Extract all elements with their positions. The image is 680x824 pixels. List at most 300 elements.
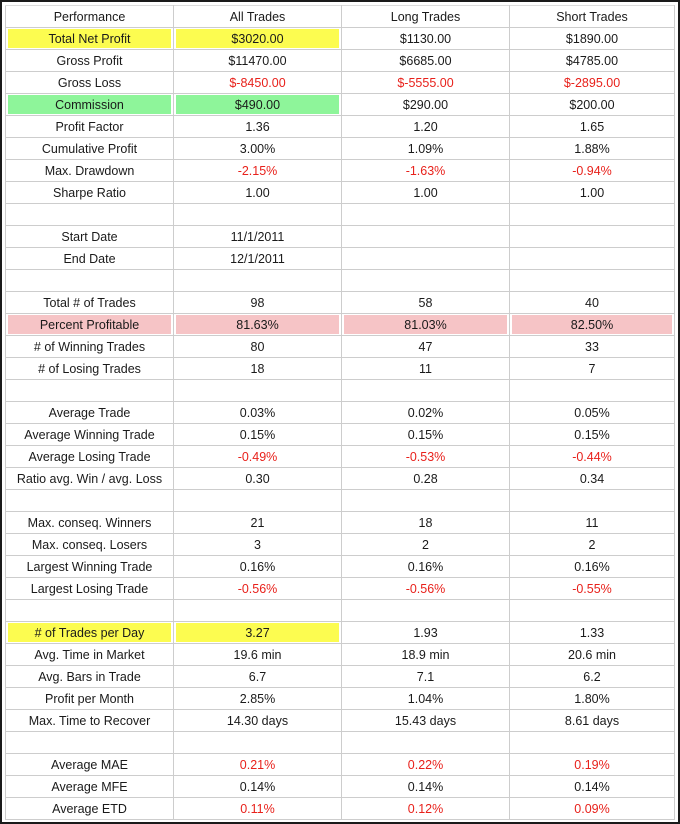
long-trades-value: [342, 776, 510, 798]
all-trades-value: [174, 182, 342, 204]
metric-label: [6, 248, 174, 270]
table-body: [6, 28, 675, 820]
long-trades-value-text: 0.16%: [407, 559, 444, 574]
metric-label-text: Gross Loss: [57, 75, 122, 90]
short-trades-value-text: 40: [585, 295, 599, 310]
metric-label-text: # of Losing Trades: [38, 361, 141, 376]
long-trades-value-text: 1.20: [413, 119, 438, 134]
metric-label-text: Max. conseq. Losers: [31, 537, 148, 552]
all-trades-value-text: 80: [250, 339, 265, 354]
short-trades-value: [510, 358, 675, 380]
table-row: [6, 424, 675, 446]
short-trades-value: [510, 314, 675, 336]
short-trades-value: [510, 600, 675, 622]
metric-label: [6, 710, 174, 732]
short-trades-value-text: 1.00: [579, 185, 605, 200]
all-trades-value: [174, 270, 342, 292]
all-trades-value-text: $3020.00: [231, 31, 284, 46]
table-row: [6, 116, 675, 138]
long-trades-value-text: 0.14%: [407, 779, 444, 794]
short-trades-value-text: 0.09%: [574, 801, 610, 816]
all-trades-value: [174, 424, 342, 446]
table-row: [6, 160, 675, 182]
long-trades-value-text: 1.04%: [407, 691, 444, 706]
long-trades-value: [342, 248, 510, 270]
all-trades-value-text: 81.63%: [236, 317, 279, 332]
long-trades-value-text: 11: [419, 361, 432, 376]
metric-label: [6, 578, 174, 600]
table-row: [6, 138, 675, 160]
short-trades-value-text: 7: [588, 361, 596, 376]
metric-label-text: End Date: [63, 251, 116, 266]
metric-label: [6, 666, 174, 688]
short-trades-value-text: $1890.00: [565, 31, 619, 46]
all-trades-value: [174, 512, 342, 534]
column-header-performance[interactable]: Performance: [6, 6, 174, 28]
metric-label: [6, 226, 174, 248]
metric-label: [6, 380, 174, 402]
long-trades-value: [342, 644, 510, 666]
metric-label-text: Max. Drawdown: [44, 163, 135, 178]
all-trades-value-text: 6.7: [248, 669, 267, 684]
metric-label-text: Percent Profitable: [39, 317, 140, 332]
long-trades-value: [342, 468, 510, 490]
metric-label-text: Average Trade: [48, 405, 131, 420]
short-trades-value: [510, 710, 675, 732]
long-trades-value: [342, 446, 510, 468]
column-header-short-trades[interactable]: Short Trades: [510, 6, 675, 28]
long-trades-value: [342, 512, 510, 534]
table-row: [6, 446, 675, 468]
table-row: [6, 50, 675, 72]
short-trades-value-text: -0.44%: [572, 449, 612, 464]
all-trades-value: [174, 732, 342, 754]
short-trades-value: [510, 490, 675, 512]
table-row: [6, 336, 675, 358]
short-trades-value: [510, 578, 675, 600]
long-trades-value-text: 18.9 min: [401, 647, 450, 662]
metric-label: [6, 28, 174, 50]
all-trades-value-text: 18: [250, 361, 265, 376]
long-trades-value: [342, 666, 510, 688]
metric-label: [6, 732, 174, 754]
all-trades-value: [174, 446, 342, 468]
metric-label-text: # of Trades per Day: [34, 625, 145, 640]
metric-label: [6, 50, 174, 72]
all-trades-value-text: -2.15%: [237, 163, 278, 178]
metric-label-text: Average Winning Trade: [24, 427, 155, 442]
metric-label: [6, 754, 174, 776]
short-trades-value: [510, 248, 675, 270]
short-trades-value: [510, 72, 675, 94]
short-trades-value-text: 0.34: [579, 471, 605, 486]
metric-label: [6, 336, 174, 358]
metric-label-text: Avg. Time in Market: [34, 647, 145, 662]
table-row: [6, 72, 675, 94]
short-trades-value-text: 20.6 min: [568, 647, 616, 662]
long-trades-value-text: 58: [418, 295, 433, 310]
long-trades-value-text: 2: [422, 537, 429, 552]
metric-label-text: Start Date: [61, 229, 118, 244]
all-trades-value: [174, 622, 342, 644]
long-trades-value: [342, 314, 510, 336]
metric-label: [6, 314, 174, 336]
metric-label: [6, 534, 174, 556]
all-trades-value: [174, 644, 342, 666]
long-trades-value: [342, 270, 510, 292]
long-trades-value: [342, 622, 510, 644]
all-trades-value-text: 3: [254, 537, 261, 552]
short-trades-value: [510, 336, 675, 358]
all-trades-value: [174, 336, 342, 358]
all-trades-value-text: 21: [250, 515, 265, 530]
table-row: [6, 732, 675, 754]
short-trades-value: [510, 226, 675, 248]
long-trades-value: [342, 226, 510, 248]
long-trades-value-text: -1.63%: [405, 163, 446, 178]
metric-label-text: # of Winning Trades: [33, 339, 146, 354]
short-trades-value: [510, 666, 675, 688]
short-trades-value: [510, 534, 675, 556]
all-trades-value: [174, 556, 342, 578]
short-trades-value-text: 33: [585, 339, 599, 354]
short-trades-value-text: 0.19%: [574, 757, 610, 772]
all-trades-value: [174, 776, 342, 798]
all-trades-value-text: 14.30 days: [226, 713, 289, 728]
table-row: [6, 578, 675, 600]
metric-label: [6, 622, 174, 644]
all-trades-value: [174, 72, 342, 94]
all-trades-value-text: 2.85%: [239, 691, 276, 706]
long-trades-value: [342, 380, 510, 402]
long-trades-value: [342, 600, 510, 622]
table-row: [6, 754, 675, 776]
table-header-row: [6, 6, 675, 28]
table-row: [6, 182, 675, 204]
long-trades-value: [342, 292, 510, 314]
long-trades-value: [342, 160, 510, 182]
long-trades-value-text: $6685.00: [399, 53, 452, 68]
short-trades-value: [510, 182, 675, 204]
table-row: [6, 710, 675, 732]
all-trades-value-text: 3.27: [245, 625, 270, 640]
long-trades-value: [342, 798, 510, 820]
short-trades-value-text: 2: [588, 537, 596, 552]
all-trades-value-text: $-8450.00: [229, 75, 286, 90]
metric-label: [6, 182, 174, 204]
short-trades-value-text: $-2895.00: [563, 75, 621, 90]
short-trades-value-text: 0.05%: [574, 405, 610, 420]
metric-label: [6, 138, 174, 160]
long-trades-value: [342, 182, 510, 204]
column-header-long-trades[interactable]: Long Trades: [342, 6, 510, 28]
short-trades-value: [510, 94, 675, 116]
metric-label-text: Gross Profit: [56, 53, 123, 68]
all-trades-value-text: 0.03%: [239, 405, 276, 420]
all-trades-value-text: 0.16%: [239, 559, 276, 574]
all-trades-value: [174, 710, 342, 732]
metric-label: [6, 292, 174, 314]
long-trades-value-text: -0.53%: [405, 449, 446, 464]
long-trades-value-text: $1130.00: [399, 31, 452, 46]
metric-label-text: Sharpe Ratio: [53, 185, 126, 200]
table-row: [6, 600, 675, 622]
long-trades-value-text: 7.1: [416, 669, 435, 684]
long-trades-value-text: 1.09%: [407, 141, 444, 156]
metric-label-text: Total Net Profit: [48, 31, 131, 46]
metric-label-text: Total # of Trades: [43, 295, 136, 310]
long-trades-value: [342, 358, 510, 380]
metric-label-text: Profit per Month: [45, 691, 134, 706]
table-row: [6, 226, 675, 248]
all-trades-value-text: 11/1/2011: [230, 229, 285, 244]
metric-label: [6, 94, 174, 116]
long-trades-value-text: 1.93: [413, 625, 438, 640]
long-trades-value: [342, 138, 510, 160]
all-trades-value: [174, 666, 342, 688]
metric-label: [6, 72, 174, 94]
table-row: [6, 248, 675, 270]
long-trades-value-text: 0.12%: [407, 801, 444, 816]
table-row: [6, 622, 675, 644]
metric-label-text: Cumulative Profit: [41, 141, 138, 156]
long-trades-value: [342, 336, 510, 358]
table-row: [6, 644, 675, 666]
table-row: [6, 402, 675, 424]
short-trades-value: [510, 688, 675, 710]
all-trades-value: [174, 688, 342, 710]
short-trades-value-text: 6.2: [583, 669, 601, 684]
all-trades-value-text: 0.30: [245, 471, 270, 486]
all-trades-value-text: 0.15%: [239, 427, 276, 442]
all-trades-value: [174, 490, 342, 512]
long-trades-value: [342, 578, 510, 600]
short-trades-value: [510, 644, 675, 666]
all-trades-value: [174, 248, 342, 270]
short-trades-value-text: 1.33: [579, 625, 605, 640]
long-trades-value-text: 18: [418, 515, 433, 530]
long-trades-value-text: 1.00: [413, 185, 438, 200]
metric-label-text: Max. Time to Recover: [28, 713, 151, 728]
metric-label: [6, 402, 174, 424]
metric-label-text: Average MAE: [51, 757, 128, 772]
short-trades-value: [510, 292, 675, 314]
all-trades-value-text: 0.14%: [239, 779, 276, 794]
all-trades-value: [174, 116, 342, 138]
short-trades-value-text: 8.61 days: [564, 713, 620, 728]
short-trades-value: [510, 622, 675, 644]
long-trades-value: [342, 732, 510, 754]
all-trades-value: [174, 600, 342, 622]
all-trades-value: [174, 754, 342, 776]
table-row: [6, 688, 675, 710]
metric-label-text: Profit Factor: [55, 119, 124, 134]
table-row: [6, 534, 675, 556]
all-trades-value-text: -0.49%: [237, 449, 278, 464]
all-trades-value: [174, 358, 342, 380]
metric-label: [6, 688, 174, 710]
short-trades-value: [510, 732, 675, 754]
metric-label: [6, 116, 174, 138]
short-trades-value: [510, 798, 675, 820]
long-trades-value-text: -0.56%: [405, 581, 446, 596]
metric-label: [6, 490, 174, 512]
all-trades-value: [174, 160, 342, 182]
all-trades-value: [174, 226, 342, 248]
long-trades-value: [342, 556, 510, 578]
table-row: [6, 292, 675, 314]
table-row: [6, 512, 675, 534]
metric-label-text: Largest Losing Trade: [30, 581, 149, 596]
short-trades-value-text: 1.80%: [574, 691, 610, 706]
all-trades-value: [174, 402, 342, 424]
long-trades-value: [342, 402, 510, 424]
all-trades-value: [174, 380, 342, 402]
long-trades-value-text: 81.03%: [404, 317, 447, 332]
table-row: [6, 204, 675, 226]
metric-label-text: Largest Winning Trade: [26, 559, 153, 574]
all-trades-value: [174, 204, 342, 226]
table-row: [6, 556, 675, 578]
short-trades-value-text: 11: [585, 515, 599, 530]
long-trades-value: [342, 204, 510, 226]
short-trades-value: [510, 116, 675, 138]
long-trades-value: [342, 534, 510, 556]
all-trades-value: [174, 578, 342, 600]
short-trades-value: [510, 270, 675, 292]
all-trades-value-text: 0.11%: [240, 801, 275, 816]
metric-label-text: Avg. Bars in Trade: [38, 669, 141, 684]
long-trades-value: [342, 490, 510, 512]
long-trades-value-text: 0.15%: [407, 427, 444, 442]
metric-label: [6, 512, 174, 534]
long-trades-value: [342, 424, 510, 446]
all-trades-value-text: 12/1/2011: [230, 251, 285, 266]
metric-label: [6, 776, 174, 798]
all-trades-value: [174, 314, 342, 336]
short-trades-value: [510, 204, 675, 226]
short-trades-value: [510, 556, 675, 578]
all-trades-value-text: 98: [250, 295, 265, 310]
long-trades-value: [342, 710, 510, 732]
short-trades-value-text: $200.00: [569, 97, 615, 112]
all-trades-value-text: $11470.00: [228, 53, 287, 68]
short-trades-value: [510, 28, 675, 50]
table-row: [6, 94, 675, 116]
all-trades-value-text: 1.36: [245, 119, 270, 134]
table-row: [6, 490, 675, 512]
long-trades-value-text: 0.22%: [407, 757, 444, 772]
all-trades-value-text: 0.21%: [239, 757, 276, 772]
short-trades-value-text: $4785.00: [565, 53, 619, 68]
metric-label: [6, 424, 174, 446]
all-trades-value-text: 19.6 min: [233, 647, 282, 662]
metric-label: [6, 446, 174, 468]
column-header-all-trades[interactable]: All Trades: [174, 6, 342, 28]
all-trades-value-text: 3.00%: [239, 141, 276, 156]
all-trades-value: [174, 534, 342, 556]
metric-label: [6, 204, 174, 226]
long-trades-value: [342, 754, 510, 776]
long-trades-value-text: $-5555.00: [397, 75, 454, 90]
all-trades-value: [174, 50, 342, 72]
short-trades-value: [510, 776, 675, 798]
metric-label-text: Ratio avg. Win / avg. Loss: [16, 471, 163, 486]
long-trades-value: [342, 72, 510, 94]
metric-label: [6, 600, 174, 622]
all-trades-value-text: 1.00: [245, 185, 270, 200]
table-row: [6, 666, 675, 688]
short-trades-value: [510, 424, 675, 446]
short-trades-value-text: 1.88%: [574, 141, 610, 156]
all-trades-value: [174, 94, 342, 116]
metric-label-text: Average Losing Trade: [28, 449, 151, 464]
table-row: [6, 380, 675, 402]
metric-label-text: Max. conseq. Winners: [27, 515, 152, 530]
all-trades-value-text: $490.00: [234, 97, 281, 112]
long-trades-value-text: 47: [418, 339, 433, 354]
table-row: [6, 798, 675, 820]
short-trades-value-text: -0.55%: [572, 581, 612, 596]
short-trades-value-text: -0.94%: [572, 163, 612, 178]
short-trades-value: [510, 512, 675, 534]
long-trades-value-text: 0.02%: [407, 405, 444, 420]
short-trades-value-text: 0.14%: [574, 779, 610, 794]
all-trades-value: [174, 468, 342, 490]
metric-label: [6, 270, 174, 292]
long-trades-value: [342, 116, 510, 138]
table-row: [6, 314, 675, 336]
table-row: [6, 468, 675, 490]
short-trades-value: [510, 160, 675, 182]
all-trades-value: [174, 28, 342, 50]
metric-label-text: Average MFE: [51, 779, 128, 794]
all-trades-value: [174, 798, 342, 820]
short-trades-value-text: 0.15%: [574, 427, 610, 442]
metric-label: [6, 798, 174, 820]
long-trades-value-text: $290.00: [402, 97, 449, 112]
short-trades-value: [510, 468, 675, 490]
metric-label: [6, 468, 174, 490]
short-trades-value-text: 0.16%: [574, 559, 610, 574]
long-trades-value: [342, 50, 510, 72]
long-trades-value-text: 15.43 days: [394, 713, 457, 728]
all-trades-value: [174, 138, 342, 160]
all-trades-value: [174, 292, 342, 314]
short-trades-value: [510, 402, 675, 424]
metric-label: [6, 358, 174, 380]
long-trades-value: [342, 688, 510, 710]
short-trades-value: [510, 380, 675, 402]
long-trades-value: [342, 28, 510, 50]
short-trades-value-text: 1.65: [579, 119, 605, 134]
metric-label: [6, 644, 174, 666]
long-trades-value-text: 0.28: [413, 471, 438, 486]
metric-label: [6, 556, 174, 578]
performance-table: [5, 5, 675, 820]
short-trades-value: [510, 446, 675, 468]
long-trades-value: [342, 94, 510, 116]
table-row: [6, 776, 675, 798]
metric-label: [6, 160, 174, 182]
short-trades-value-text: 82.50%: [570, 317, 614, 332]
short-trades-value: [510, 50, 675, 72]
table-row: [6, 358, 675, 380]
metric-label-text: Average ETD: [52, 801, 127, 816]
metric-label-text: Commission: [55, 97, 124, 112]
all-trades-value-text: -0.56%: [237, 581, 278, 596]
short-trades-value: [510, 754, 675, 776]
